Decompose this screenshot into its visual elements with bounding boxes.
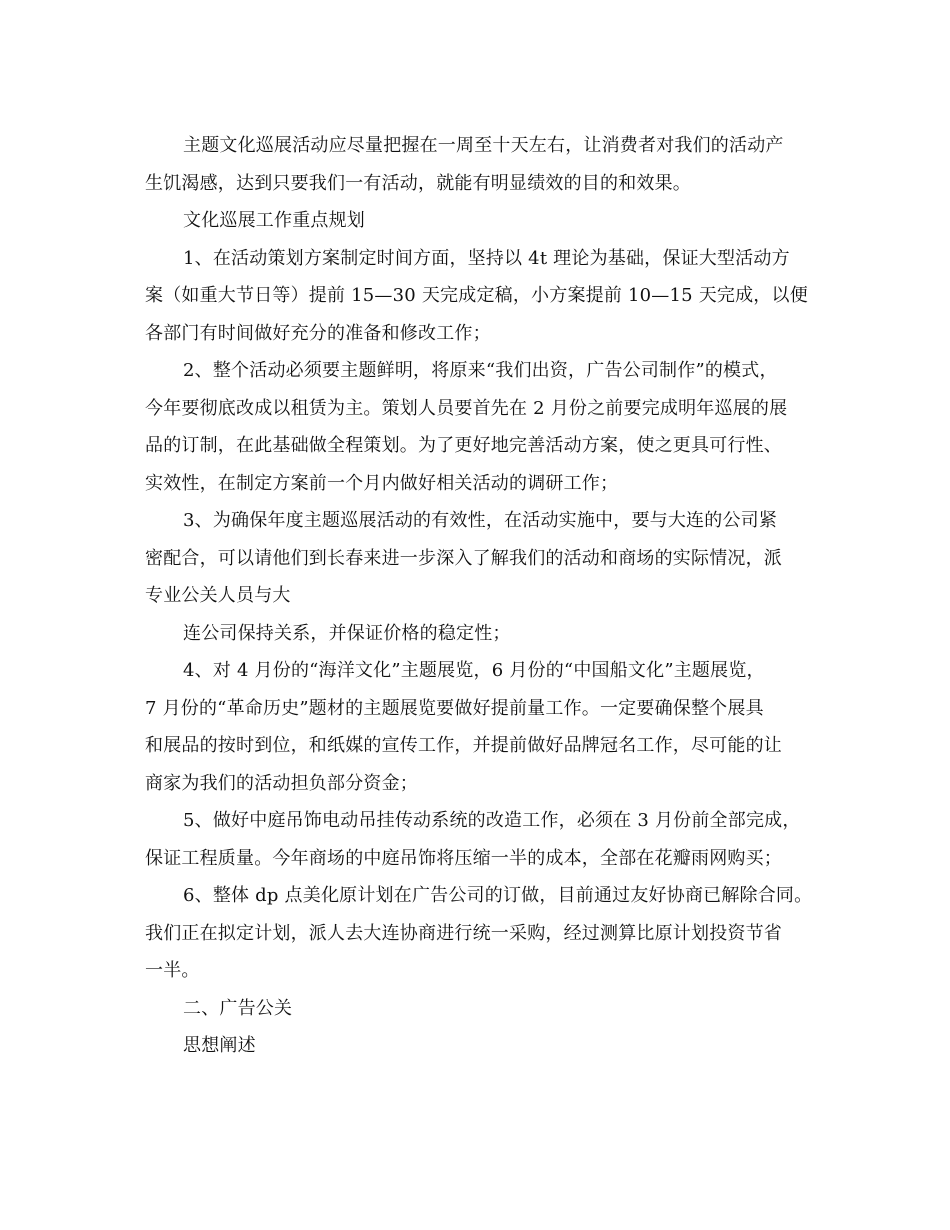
section-heading: 文化巡展工作重点规划 xyxy=(183,210,365,231)
paragraph-line: 实效性，在制定方案前一个月内做好相关活动的调研工作； xyxy=(145,472,619,494)
document-body xyxy=(145,127,815,1065)
paragraph-line: 5、做好中庭吊饰电动吊挂传动系统的改造工作，必须在 3 月份前全部完成， xyxy=(183,810,801,831)
paragraph-line: 一半。 xyxy=(145,960,200,981)
paragraph-line: 案（如重大节日等）提前 15—30 天完成定稿，小方案提前 10—15 天完成，以便 xyxy=(145,285,808,306)
paragraph-line: 6、整体 dp 点美化原计划在广告公司的订做，目前通过友好协商已解除合同。 xyxy=(183,885,813,906)
paragraph-line: 7 月份的“革命历史”题材的主题展览要做好提前量工作。一定要确保整个展具 xyxy=(145,697,764,719)
subsection-heading: 思想阐述 xyxy=(183,1035,256,1056)
paragraph-line: 2、整个活动必须要主题鲜明，将原来“我们出资，广告公司制作”的模式， xyxy=(183,360,778,381)
paragraph-line: 生饥渴感，达到只要我们一有活动，就能有明显绩效的目的和效果。 xyxy=(145,172,691,194)
paragraph-line: 品的订制，在此基础做全程策划。为了更好地完善活动方案，使之更具可行性、 xyxy=(145,435,782,456)
paragraph-line: 主题文化巡展活动应尽量把握在一周至十天左右，让消费者对我们的活动产 xyxy=(183,135,784,156)
paragraph-line: 连公司保持关系，并保证价格的稳定性； xyxy=(183,622,511,644)
paragraph-line: 3、为确保年度主题巡展活动的有效性，在活动实施中，要与大连的公司紧 xyxy=(183,510,778,531)
paragraph-line: 商家为我们的活动担负部分资金； xyxy=(145,772,418,794)
paragraph-line: 今年要彻底改成以租赁为主。策划人员要首先在 2 月份之前要完成明年巡展的展 xyxy=(145,397,788,419)
paragraph-line: 保证工程质量。今年商场的中庭吊饰将压缩一半的成本，全部在花瓣雨网购买； xyxy=(145,847,782,869)
paragraph-line: 4、对 4 月份的“海洋文化”主题展览，6 月份的“中国船文化”主题展览， xyxy=(183,660,765,681)
paragraph-line: 和展品的按时到位，和纸媒的宣传工作，并提前做好品牌冠名工作，尽可能的让 xyxy=(145,735,782,756)
paragraph-line: 密配合，可以请他们到长春来进一步深入了解我们的活动和商场的实际情况，派 xyxy=(145,547,782,569)
paragraph-line: 我们正在拟定计划，派人去大连协商进行统一采购，经过测算比原计划投资节省 xyxy=(145,922,782,944)
paragraph-line: 1、在活动策划方案制定时间方面，坚持以 4t 理论为基础，保证大型活动方 xyxy=(183,247,790,269)
paragraph-line: 各部门有时间做好充分的准备和修改工作； xyxy=(145,322,491,344)
paragraph-line: 专业公关人员与大 xyxy=(145,585,291,606)
section-heading: 二、广告公关 xyxy=(183,997,293,1019)
